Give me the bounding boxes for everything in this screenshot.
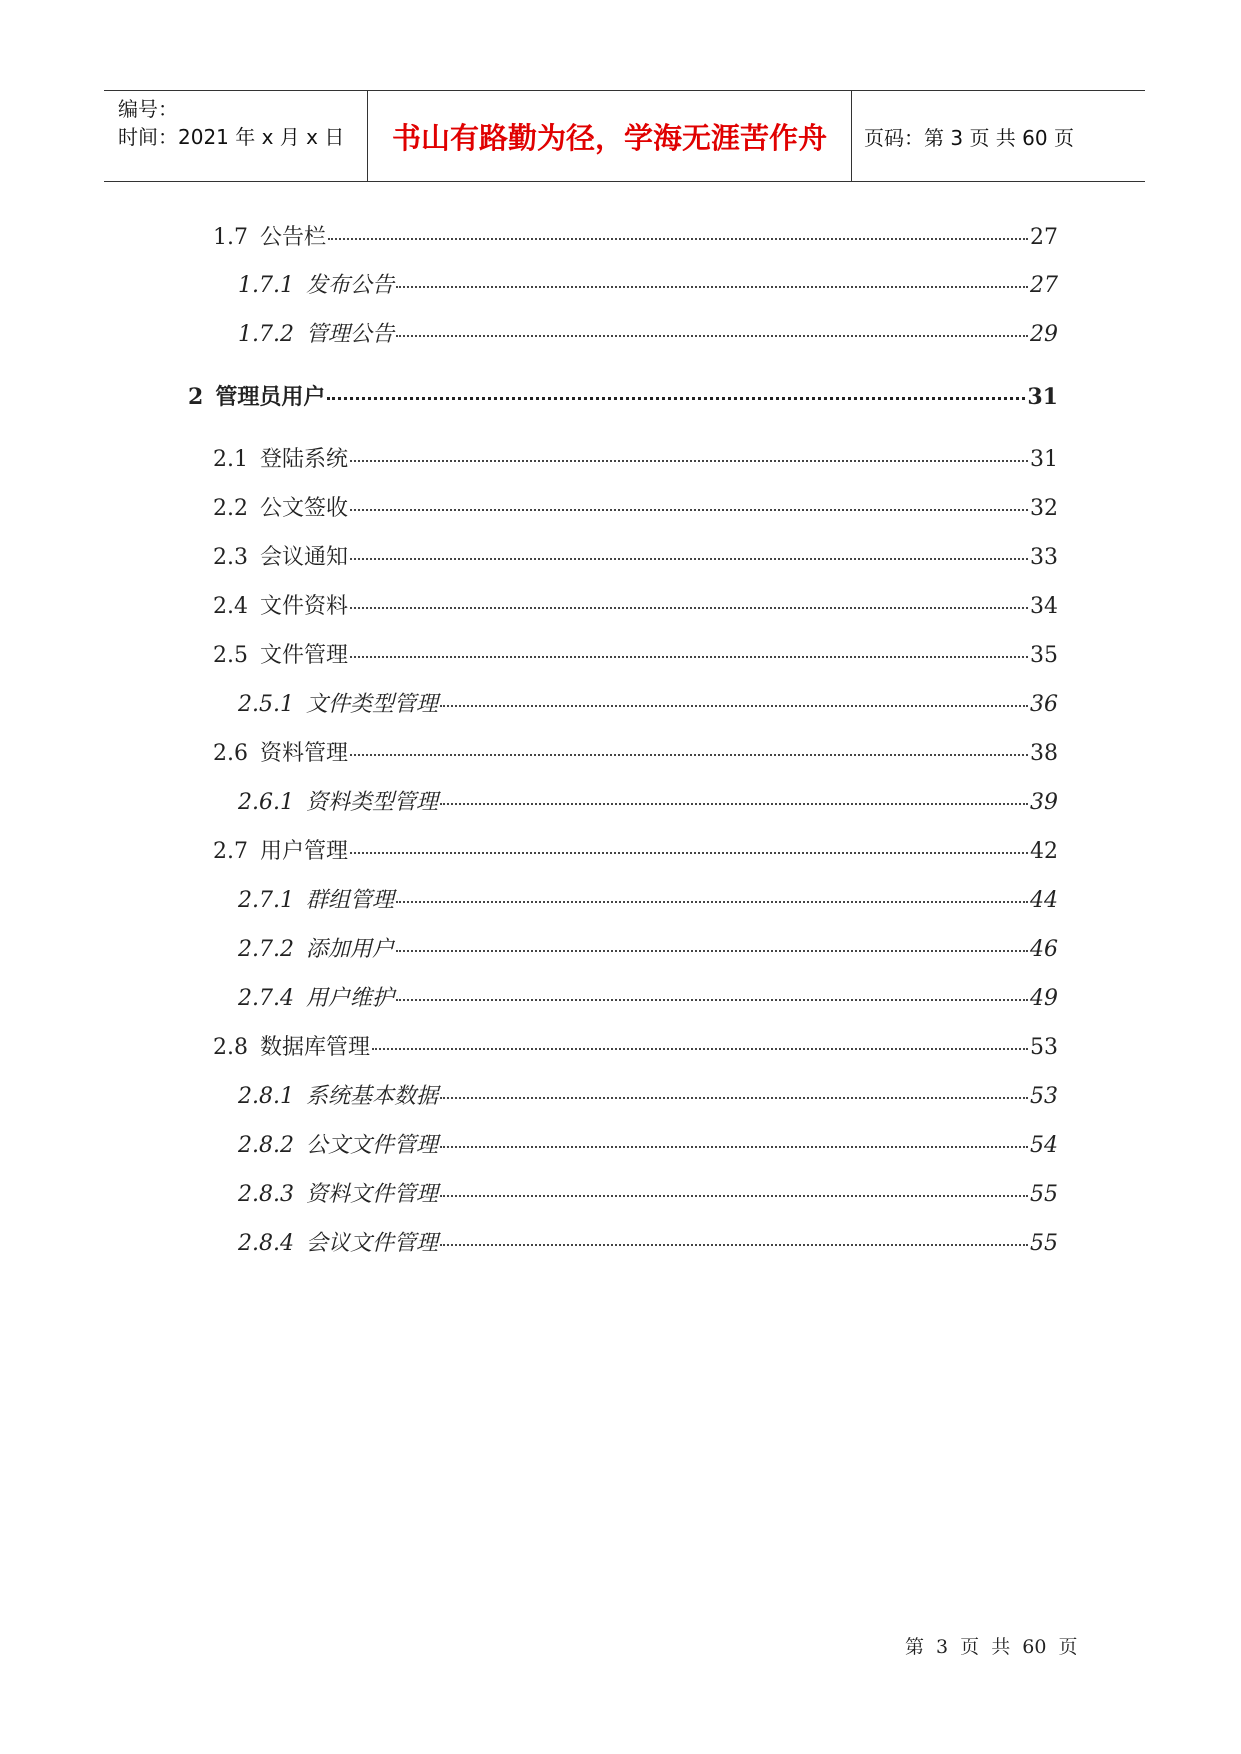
toc-page: 55 — [1030, 1182, 1058, 1207]
toc-page: 27 — [1030, 225, 1058, 250]
toc-title: 文件资料 — [260, 594, 349, 619]
toc-entry[interactable] — [238, 1226, 1058, 1257]
number-label: 编号： — [118, 97, 178, 121]
dot-leader — [350, 607, 1028, 609]
toc-page: 55 — [1030, 1231, 1058, 1256]
toc-title: 资料文件管理 — [305, 1182, 438, 1207]
toc-page: 44 — [1030, 888, 1058, 913]
toc-entry[interactable] — [213, 491, 1058, 522]
toc-title: 公告栏 — [260, 225, 327, 250]
toc-entry[interactable] — [238, 1128, 1058, 1159]
toc-number: 2.4 — [213, 594, 248, 619]
toc-page: 35 — [1030, 643, 1058, 668]
toc-page: 33 — [1030, 545, 1058, 570]
toc-title: 会议文件管理 — [305, 1231, 438, 1256]
toc-entry[interactable] — [213, 736, 1058, 767]
toc-entry[interactable] — [238, 687, 1058, 718]
dot-leader — [440, 803, 1028, 805]
toc-title: 文件类型管理 — [305, 692, 438, 717]
dot-leader — [396, 335, 1028, 337]
toc-title: 登陆系统 — [260, 447, 349, 472]
toc-entry[interactable] — [238, 981, 1058, 1012]
dot-leader — [372, 1048, 1028, 1050]
toc-number: 2.5 — [213, 643, 248, 668]
toc-entry[interactable] — [188, 380, 1058, 411]
dot-leader — [440, 1244, 1028, 1246]
toc-title: 群组管理 — [305, 888, 394, 913]
toc-title: 系统基本数据 — [305, 1084, 438, 1109]
toc-page: 54 — [1030, 1133, 1058, 1158]
page-header — [104, 90, 1145, 182]
toc-entry[interactable] — [213, 589, 1058, 620]
page-footer: 第 3 页 共 60 页 — [905, 1636, 1078, 1658]
toc-entry[interactable] — [213, 638, 1058, 669]
toc-entry[interactable] — [238, 883, 1058, 914]
toc-entry[interactable] — [238, 268, 1058, 299]
toc-number: 2.7.4 — [238, 986, 294, 1011]
toc-number: 2.6.1 — [238, 790, 294, 815]
dot-leader — [327, 397, 1025, 400]
toc-title: 管理员用户 — [215, 384, 326, 410]
dot-leader — [440, 1195, 1028, 1197]
toc-title: 文件管理 — [260, 643, 349, 668]
toc-number: 1.7.1 — [238, 273, 294, 298]
header-page-info: 页码：第 3 页 共 60 页 — [864, 125, 1074, 150]
dot-leader — [350, 509, 1028, 511]
toc-title: 数据库管理 — [260, 1035, 371, 1060]
toc-number: 2.8 — [213, 1035, 248, 1060]
toc-page: 29 — [1030, 322, 1058, 347]
toc-number: 2.1 — [213, 447, 248, 472]
toc-page: 32 — [1030, 496, 1058, 521]
toc-title: 用户维护 — [305, 986, 394, 1011]
dot-leader — [440, 705, 1028, 707]
time-label: 时间：2021 年 x 月 x 日 — [118, 125, 345, 149]
toc-title: 公文文件管理 — [305, 1133, 438, 1158]
toc-entry[interactable] — [213, 220, 1058, 251]
toc-page: 39 — [1030, 790, 1058, 815]
toc-title: 发布公告 — [305, 273, 394, 298]
toc-page: 27 — [1030, 273, 1058, 298]
toc-page: 31 — [1030, 447, 1058, 472]
toc-entry[interactable] — [238, 1177, 1058, 1208]
toc-page: 34 — [1030, 594, 1058, 619]
toc-entry[interactable] — [213, 1030, 1058, 1061]
toc-entry[interactable] — [238, 1079, 1058, 1110]
dot-leader — [396, 286, 1028, 288]
dot-leader — [350, 852, 1028, 854]
toc-page: 53 — [1030, 1035, 1058, 1060]
toc-entry[interactable] — [213, 442, 1058, 473]
dot-leader — [350, 656, 1028, 658]
toc-entry[interactable] — [238, 317, 1058, 348]
toc-page: 38 — [1030, 741, 1058, 766]
toc-title: 会议通知 — [260, 545, 349, 570]
dot-leader — [350, 558, 1028, 560]
toc-number: 2.8.1 — [238, 1084, 294, 1109]
toc-entry[interactable] — [213, 834, 1058, 865]
toc-number: 2.8.3 — [238, 1182, 294, 1207]
dot-leader — [440, 1097, 1028, 1099]
toc-number: 2.7 — [213, 839, 248, 864]
dot-leader — [396, 950, 1028, 952]
header-motto: 书山有路勤为径，学海无涯苦作舟 — [368, 91, 852, 181]
toc-number: 2.8.2 — [238, 1133, 294, 1158]
toc-page: 36 — [1030, 692, 1058, 717]
dot-leader — [350, 754, 1028, 756]
toc-page: 53 — [1030, 1084, 1058, 1109]
dot-leader — [440, 1146, 1028, 1148]
dot-leader — [396, 999, 1028, 1001]
toc-number: 2.2 — [213, 496, 248, 521]
dot-leader — [328, 238, 1028, 240]
toc-title: 资料管理 — [260, 741, 349, 766]
dot-leader — [396, 901, 1028, 903]
toc-page: 42 — [1030, 839, 1058, 864]
header-meta — [104, 91, 368, 181]
toc-number: 1.7.2 — [238, 322, 294, 347]
toc-page: 46 — [1030, 937, 1058, 962]
toc-title: 添加用户 — [305, 937, 394, 962]
toc-number: 2 — [188, 384, 204, 410]
toc-title: 资料类型管理 — [305, 790, 438, 815]
toc-title: 管理公告 — [305, 322, 394, 347]
toc-number: 2.8.4 — [238, 1231, 294, 1256]
toc-entry[interactable] — [238, 932, 1058, 963]
toc-title: 公文签收 — [260, 496, 349, 521]
toc-entry[interactable] — [213, 540, 1058, 571]
toc-title: 用户管理 — [260, 839, 349, 864]
toc-number: 2.7.1 — [238, 888, 294, 913]
toc-page: 31 — [1027, 384, 1058, 410]
toc-entry[interactable] — [238, 785, 1058, 816]
toc-page: 49 — [1030, 986, 1058, 1011]
toc-number: 2.7.2 — [238, 937, 294, 962]
toc-number: 1.7 — [213, 225, 248, 250]
toc-number: 2.6 — [213, 741, 248, 766]
toc-number: 2.5.1 — [238, 692, 294, 717]
dot-leader — [350, 460, 1028, 462]
toc-number: 2.3 — [213, 545, 248, 570]
